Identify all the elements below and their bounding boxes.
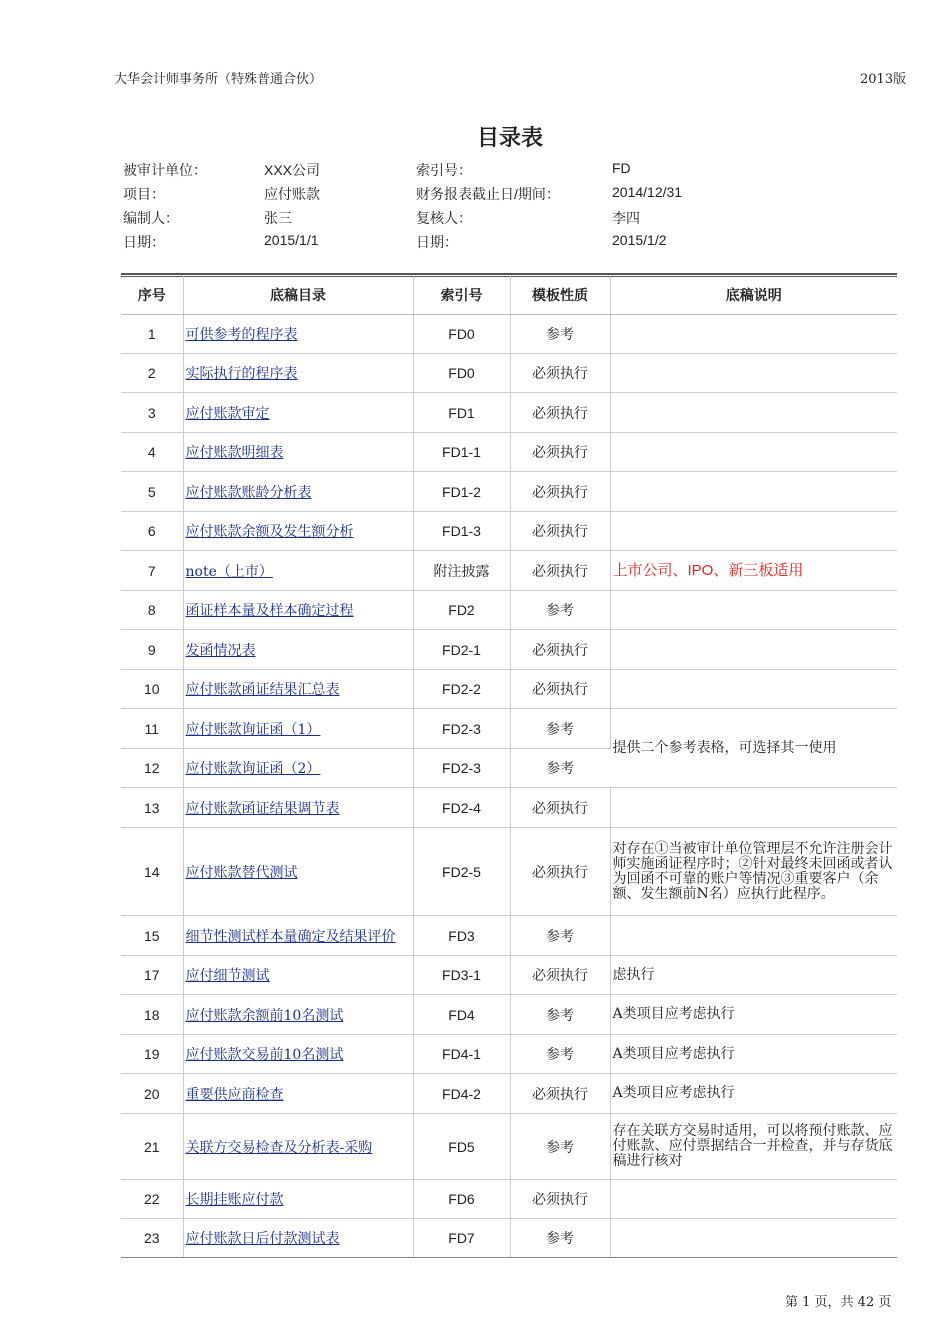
- date1-value: 2015/1/1: [264, 232, 319, 248]
- row-name-cell: [183, 591, 413, 630]
- row-name-cell: [183, 670, 413, 709]
- table-row: [121, 956, 897, 995]
- page-title: 目录表: [476, 126, 543, 151]
- row-number: 13: [121, 788, 183, 828]
- row-note: [610, 393, 897, 433]
- row-index: FD2-2: [413, 670, 510, 709]
- row-index: FD2: [413, 591, 510, 630]
- row-note: 虑执行: [610, 956, 897, 995]
- client-value: XXX公司: [264, 162, 321, 178]
- row-index: FD7: [413, 1219, 510, 1258]
- table-row: [121, 1035, 897, 1074]
- row-note: [610, 512, 897, 551]
- row-note: [610, 1180, 897, 1219]
- row-name-cell: [183, 916, 413, 956]
- row-note: [610, 1219, 897, 1258]
- row-name-cell: [183, 433, 413, 472]
- col-header-note: 底稿说明: [610, 276, 897, 315]
- row-name-cell: [183, 1035, 413, 1074]
- row-name-cell: [183, 630, 413, 670]
- table-row: [121, 512, 897, 551]
- workpaper-link[interactable]: note（上市）: [185, 563, 273, 580]
- workpaper-link[interactable]: 重要供应商检查: [185, 1086, 284, 1103]
- reviewer-value: 李四: [612, 210, 640, 226]
- table-row: [121, 354, 897, 393]
- row-nature: 必须执行: [510, 1180, 610, 1219]
- workpaper-link[interactable]: 应付账款明细表: [185, 445, 284, 461]
- table-row: [121, 1180, 897, 1219]
- table-row: [121, 393, 897, 433]
- row-name-cell: [183, 1074, 413, 1114]
- reviewer-label: 复核人：: [416, 210, 472, 226]
- row-number: 18: [121, 995, 183, 1035]
- row-index: FD4-2: [413, 1074, 510, 1114]
- row-number: 6: [121, 512, 183, 551]
- workpaper-link[interactable]: 实际执行的程序表: [185, 366, 298, 382]
- workpaper-link[interactable]: 应付账款询证函（1）: [185, 721, 321, 738]
- row-number: 9: [121, 630, 183, 670]
- row-name-cell: [183, 393, 413, 433]
- row-note: [610, 670, 897, 709]
- row-nature: 必须执行: [510, 393, 610, 433]
- row-index: FD2-3: [413, 709, 510, 749]
- workpaper-link[interactable]: 函证样本量及样本确定过程: [185, 603, 354, 619]
- row-name-cell: [183, 828, 413, 916]
- row-note: 对存在①当被审计单位管理层不允许注册会计师实施函证程序时；②针对最终未回函或者认为回函不可靠的账户等情况③重要客户（余额、发生额前N名）应执行此程序。: [610, 828, 897, 916]
- row-number: 17: [121, 956, 183, 995]
- row-number: 22: [121, 1180, 183, 1219]
- item-label: 项目：: [123, 186, 165, 202]
- row-nature: 参考: [510, 1035, 610, 1074]
- row-note: [610, 433, 897, 472]
- row-index: FD6: [413, 1180, 510, 1219]
- workpaper-link[interactable]: 应付账款函证结果汇总表: [185, 682, 340, 698]
- workpaper-link[interactable]: 应付账款账龄分析表: [185, 484, 312, 501]
- table-header-row: [121, 276, 897, 315]
- workpaper-link[interactable]: 应付账款余额前10名测试: [185, 1007, 344, 1024]
- row-nature: 参考: [510, 1114, 610, 1180]
- row-note: A类项目应考虑执行: [610, 1035, 897, 1074]
- row-index: FD5: [413, 1114, 510, 1180]
- row-index: FD1-2: [413, 472, 510, 512]
- row-note: [610, 315, 897, 354]
- row-number: 5: [121, 472, 183, 512]
- table-row: [121, 591, 897, 630]
- row-nature: 参考: [510, 709, 610, 749]
- row-name-cell: [183, 315, 413, 354]
- table-row: [121, 1074, 897, 1114]
- row-name-cell: [183, 749, 413, 788]
- row-note: [610, 591, 897, 630]
- workpaper-link[interactable]: 应付账款日后付款测试表: [185, 1231, 340, 1247]
- workpaper-link[interactable]: 应付账款交易前10名测试: [185, 1047, 344, 1063]
- period-label: 财务报表截止日/期间：: [416, 186, 560, 202]
- row-number: 20: [121, 1074, 183, 1114]
- table-row: [121, 828, 897, 916]
- row-name-cell: [183, 995, 413, 1035]
- row-nature: 必须执行: [510, 1074, 610, 1114]
- row-nature: 必须执行: [510, 354, 610, 393]
- row-name-cell: [183, 1219, 413, 1258]
- row-number: 15: [121, 916, 183, 956]
- version-label: 2013版: [860, 72, 907, 87]
- col-header-name: 底稿目录: [183, 276, 413, 315]
- row-nature: 必须执行: [510, 551, 610, 591]
- row-name-cell: [183, 956, 413, 995]
- row-index: FD2-1: [413, 630, 510, 670]
- row-index: FD4-1: [413, 1035, 510, 1074]
- row-name-cell: [183, 551, 413, 591]
- row-nature: 必须执行: [510, 828, 610, 916]
- row-note: [610, 788, 897, 828]
- row-name-cell: [183, 709, 413, 749]
- workpaper-link[interactable]: 可供参考的程序表: [185, 327, 298, 343]
- workpaper-link[interactable]: 应付账款余额及发生额分析: [185, 524, 354, 540]
- row-name-cell: [183, 512, 413, 551]
- row-number: 7: [121, 551, 183, 591]
- row-nature: 必须执行: [510, 956, 610, 995]
- page-number: 第 1 页，共 42 页: [785, 1295, 892, 1310]
- row-name-cell: [183, 472, 413, 512]
- table-row: [121, 916, 897, 956]
- row-number: 19: [121, 1035, 183, 1074]
- row-number: 10: [121, 670, 183, 709]
- row-nature: 参考: [510, 315, 610, 354]
- workpaper-link[interactable]: 应付账款询证函（2）: [185, 761, 321, 777]
- row-note: [610, 472, 897, 512]
- firm-name: 大华会计师事务所（特殊普通合伙）: [114, 72, 323, 87]
- workpaper-link[interactable]: 应付账款审定: [185, 405, 270, 422]
- row-number: 1: [121, 315, 183, 354]
- workpaper-link[interactable]: 长期挂账应付款: [185, 1192, 284, 1208]
- workpaper-link[interactable]: 应付细节测试: [185, 968, 270, 984]
- workpaper-link[interactable]: 关联方交易检查及分析表-采购: [185, 1139, 373, 1156]
- workpaper-link[interactable]: 发函情况表: [185, 642, 256, 659]
- row-note: [610, 354, 897, 393]
- workpaper-link[interactable]: 应付账款函证结果调节表: [185, 800, 340, 817]
- table-row: [121, 670, 897, 709]
- table-row: [121, 551, 897, 591]
- table-row: [121, 1114, 897, 1180]
- table-row: [121, 630, 897, 670]
- row-index: FD0: [413, 354, 510, 393]
- row-number: 12: [121, 749, 183, 788]
- col-header-index: 索引号: [413, 276, 510, 315]
- client-label: 被审计单位：: [123, 162, 207, 178]
- row-name-cell: [183, 1114, 413, 1180]
- row-index: FD3-1: [413, 956, 510, 995]
- date2-value: 2015/1/2: [612, 232, 667, 248]
- index-label: 索引号：: [416, 162, 472, 178]
- row-number: 14: [121, 828, 183, 916]
- row-number: 8: [121, 591, 183, 630]
- date2-label: 日期：: [416, 234, 458, 250]
- row-nature: 必须执行: [510, 788, 610, 828]
- item-value: 应付账款: [264, 186, 320, 202]
- table-row: [121, 788, 897, 828]
- table-row: [121, 1219, 897, 1258]
- row-index: FD2-3: [413, 749, 510, 788]
- row-name-cell: [183, 354, 413, 393]
- row-nature: 必须执行: [510, 670, 610, 709]
- table-row: [121, 995, 897, 1035]
- row-number: 23: [121, 1219, 183, 1258]
- table-row: [121, 709, 897, 749]
- row-number: 3: [121, 393, 183, 433]
- row-note: A类项目应考虑执行: [610, 1074, 897, 1114]
- workpaper-link[interactable]: 细节性测试样本量确定及结果评价: [185, 928, 396, 945]
- row-index: FD0: [413, 315, 510, 354]
- workpaper-index-table: [121, 276, 897, 1258]
- row-note: 存在关联方交易时适用，可以将预付账款、应付账款、应付票据结合一并检查，并与存货底稿进行核对: [610, 1114, 897, 1180]
- row-note: [610, 630, 897, 670]
- row-nature: 参考: [510, 995, 610, 1035]
- table-top-rule: [121, 273, 897, 275]
- row-nature: 必须执行: [510, 512, 610, 551]
- table-row: [121, 472, 897, 512]
- row-nature: 必须执行: [510, 433, 610, 472]
- row-nature: 必须执行: [510, 630, 610, 670]
- row-number: 21: [121, 1114, 183, 1180]
- preparer-value: 张三: [264, 210, 292, 226]
- row-index: FD2-5: [413, 828, 510, 916]
- period-value: 2014/12/31: [612, 184, 683, 200]
- row-index: 附注披露: [413, 551, 510, 591]
- row-index: FD2-4: [413, 788, 510, 828]
- table-row: [121, 315, 897, 354]
- row-index: FD4: [413, 995, 510, 1035]
- row-number: 4: [121, 433, 183, 472]
- row-note: 上市公司、IPO、新三板适用: [610, 551, 897, 591]
- row-nature: 参考: [510, 749, 610, 788]
- row-nature: 参考: [510, 1219, 610, 1258]
- row-index: FD1-1: [413, 433, 510, 472]
- row-number: 11: [121, 709, 183, 749]
- row-note: A类项目应考虑执行: [610, 995, 897, 1035]
- col-header-nature: 模板性质: [510, 276, 610, 315]
- row-nature: 必须执行: [510, 472, 610, 512]
- row-nature: 参考: [510, 916, 610, 956]
- col-header-no: 序号: [121, 276, 183, 315]
- table-row: [121, 433, 897, 472]
- workpaper-link[interactable]: 应付账款替代测试: [185, 864, 298, 881]
- row-name-cell: [183, 788, 413, 828]
- date1-label: 日期：: [123, 234, 165, 250]
- row-index: FD3: [413, 916, 510, 956]
- row-index: FD1-3: [413, 512, 510, 551]
- row-name-cell: [183, 1180, 413, 1219]
- preparer-label: 编制人：: [123, 210, 179, 226]
- row-note: 提供二个参考表格，可选择其一使用: [610, 709, 897, 788]
- row-index: FD1: [413, 393, 510, 433]
- row-nature: 参考: [510, 591, 610, 630]
- index-value: FD: [612, 160, 631, 176]
- row-note: [610, 916, 897, 956]
- row-number: 2: [121, 354, 183, 393]
